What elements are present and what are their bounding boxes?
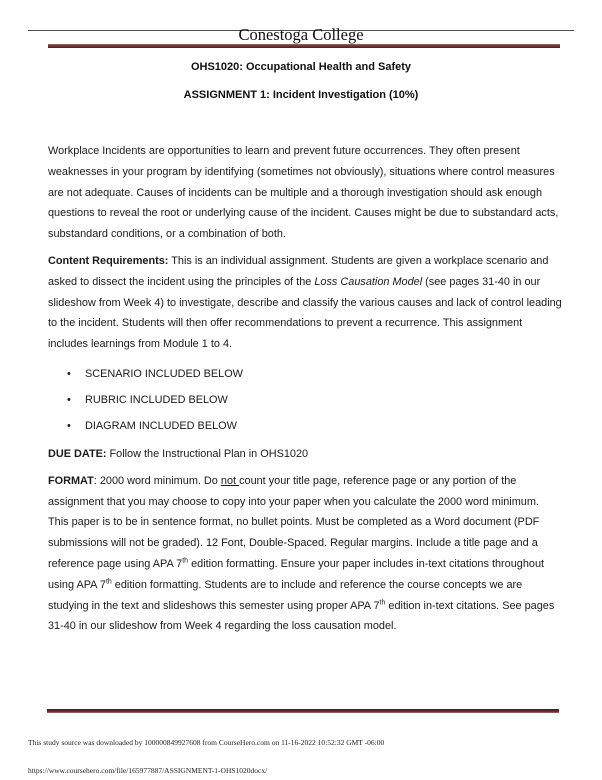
bullet-item-rubric (48, 387, 562, 413)
format-text-5: edition in-text citations. See pages 31-40 in our slideshow from Week 4 regarding the loss causation model. (48, 599, 555, 633)
assignment-heading: ASSIGNMENT 1: Incident Investigation (10%) (183, 89, 419, 101)
bullet-label: SCENARIO INCLUDED BELOW (85, 367, 243, 380)
due-date-paragraph (48, 444, 562, 465)
bullet-label: RUBRIC INCLUDED BELOW (85, 393, 228, 406)
content-requirements-paragraph (48, 251, 562, 355)
loss-causation-model-term: Loss Causation Model (314, 275, 423, 288)
header-accent-rule (48, 44, 560, 48)
content-requirements-text-1: This is an individual assignment. Students are given a workplace scenario and asked to dissect the incident using the principles of the (48, 254, 549, 288)
bullet-list (48, 361, 562, 439)
superscript-th: th (182, 557, 189, 565)
bullet-item-scenario (48, 361, 562, 387)
bullet-label: DIAGRAM INCLUDED BELOW (85, 419, 237, 432)
bullet-item-diagram (48, 413, 562, 439)
format-text-4: edition formatting. Students are to include and reference the course concepts we are studying in the text and slideshows this semester using proper APA 7 (48, 578, 523, 612)
format-text-1: : 2000 word minimum. Do (93, 474, 221, 487)
superscript-th: th (105, 578, 112, 586)
institution-name: Conestoga College (238, 25, 364, 44)
format-label: FORMAT (48, 474, 94, 487)
document-body (48, 141, 562, 637)
bullet-icon: • (67, 367, 71, 380)
coursehero-source-url: https://www.coursehero.com/file/165977887/ASSIGNMENT-1-OHS1020docx/ (28, 766, 268, 775)
due-date-text: Follow the Instructional Plan in OHS1020 (106, 447, 309, 460)
format-text-2: count your title page, reference page or any portion of the assignment that you may choose to copy into your paper when you calculate the 2000 word minimum. This paper is to be in sentence format, no bullet points. Must be completed as a Word document (PDF submissions will not be graded). 12 Font, Double-Spaced. Regular margins. Include a title page and a reference page using APA 7 (48, 474, 540, 570)
format-paragraph (48, 471, 562, 637)
course-heading: OHS1020: Occupational Health and Safety (190, 61, 412, 73)
content-requirements-label: Content Requirements: (48, 254, 169, 267)
bullet-icon: • (67, 393, 71, 406)
superscript-th: th (379, 598, 386, 606)
due-date-label: DUE DATE: (48, 447, 107, 460)
format-underlined-not: not (220, 474, 240, 487)
format-text-3: edition formatting. Ensure your paper includes in-text citations throughout using APA 7 (48, 557, 545, 591)
bullet-icon: • (67, 419, 71, 432)
footer-accent-rule (47, 709, 559, 713)
intro-paragraph: Workplace Incidents are opportunities to learn and prevent future occurrences. They often present weaknesses in your program by identifying (sometimes not obviously), situations where control measures are not adequate. Causes of incidents can be multiple and a thorough investigation should ask enough questions to reveal the root or underlying cause of the incident. Causes might be due to substandard acts, substandard conditions, or a combination of both. (48, 145, 559, 241)
coursehero-download-note: This study source was downloaded by 100000849927608 from CourseHero.com on 11-16-2022 10:52:32 GMT -06:00 (28, 738, 385, 747)
content-requirements-text-2: (see pages 31-40 in our slideshow from Week 4) to investigate, describe and classify the various causes and lack of control leading to the incident. Students will then offer recommendations to prevent a recurrence. This assignment includes learnings from Module 1 to 4. (48, 275, 562, 351)
